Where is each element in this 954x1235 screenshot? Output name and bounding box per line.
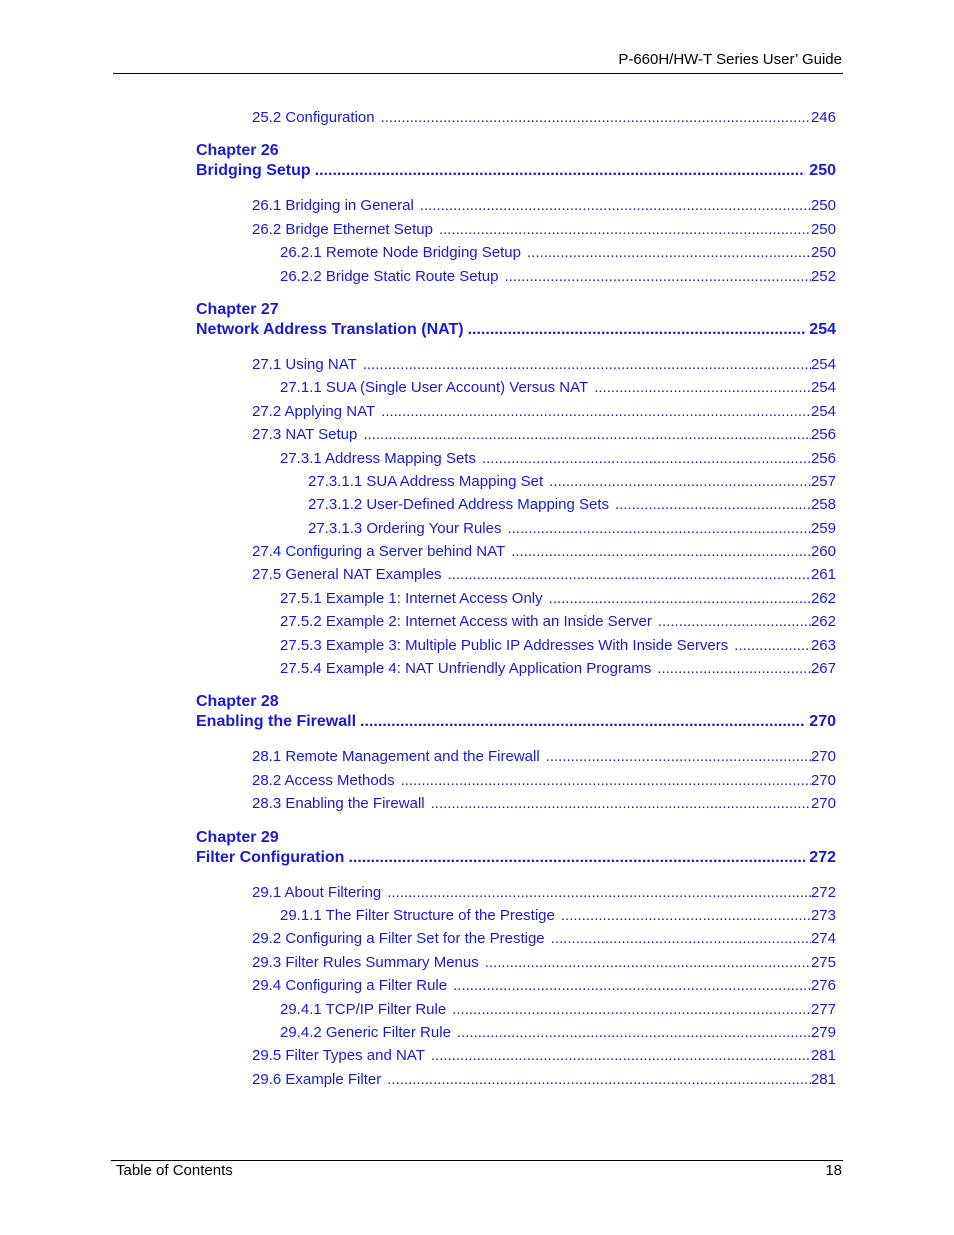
- toc-entry[interactable]: [252, 194, 836, 217]
- dot-leader: [381, 106, 811, 129]
- dot-leader: [452, 998, 811, 1021]
- toc-entry-page-number: 270: [810, 771, 836, 789]
- toc-entry-page-number: 259: [810, 519, 836, 537]
- toc-entry-page-number: 267: [810, 660, 836, 678]
- dot-leader: [381, 400, 811, 423]
- spacer: [0, 340, 954, 353]
- toc-entry[interactable]: [280, 904, 836, 927]
- dot-leader: [401, 769, 811, 792]
- toc-entry[interactable]: [280, 447, 836, 470]
- toc-entry-title: 27.1.1 SUA (Single User Account) Versus NAT: [280, 379, 589, 397]
- toc-entry-title: 29.4.1 TCP/IP Filter Rule: [280, 1000, 447, 1018]
- toc-entry-title: 28.3 Enabling the Firewall: [252, 795, 425, 813]
- dot-leader: [387, 881, 811, 904]
- dot-leader: [315, 161, 806, 181]
- toc-entry-page-number: 279: [810, 1023, 836, 1041]
- document-title: P-660H/HW-T Series User’ Guide: [618, 51, 842, 68]
- dot-leader: [549, 470, 811, 493]
- toc-entry-title: 27.5.2 Example 2: Internet Access with an Inside Server: [280, 613, 652, 631]
- toc-entry[interactable]: [252, 974, 836, 997]
- toc-entry-title: 27.5.4 Example 4: NAT Unfriendly Application Programs: [280, 660, 652, 678]
- toc-entry[interactable]: [280, 634, 836, 657]
- toc-entry-title: 26.2 Bridge Ethernet Setup: [252, 220, 433, 238]
- toc-entry-page-number: 272: [810, 883, 836, 901]
- chapter-heading[interactable]: [196, 141, 836, 181]
- dot-leader: [453, 974, 811, 997]
- toc-entry[interactable]: [280, 657, 836, 680]
- dot-leader: [546, 745, 811, 768]
- chapter-title: Enabling the Firewall: [196, 713, 357, 731]
- toc-entry-title: 29.4 Configuring a Filter Rule: [252, 977, 448, 995]
- toc-entry-page-number: 275: [810, 953, 836, 971]
- toc-entry-title: 27.3.1.3 Ordering Your Rules: [308, 519, 502, 537]
- toc-entry[interactable]: [308, 493, 836, 516]
- dot-leader: [363, 353, 811, 376]
- dot-leader: [348, 848, 805, 868]
- dot-leader: [439, 218, 811, 241]
- toc-entry-title: 27.5.1 Example 1: Internet Access Only: [280, 589, 543, 607]
- dot-leader: [511, 540, 811, 563]
- footer-section-title: Table of Contents: [116, 1162, 233, 1179]
- toc-entry-page-number: 257: [810, 472, 836, 490]
- footer-divider: [111, 1160, 843, 1161]
- dot-leader: [561, 904, 811, 927]
- toc-entry[interactable]: [280, 376, 836, 399]
- toc-entry[interactable]: [252, 218, 836, 241]
- chapter-page-number: 272: [809, 848, 836, 866]
- toc-entry[interactable]: [252, 540, 836, 563]
- toc-entry-page-number: 250: [810, 197, 836, 215]
- toc-entry-title: 25.2 Configuration: [252, 109, 375, 126]
- toc-entry[interactable]: [280, 241, 836, 264]
- chapter-label: Chapter 27: [196, 300, 279, 318]
- toc-entry-page-number: 270: [810, 795, 836, 813]
- toc-entry[interactable]: [252, 927, 836, 950]
- toc-entry-page-number: 276: [810, 977, 836, 995]
- toc-entry[interactable]: [280, 610, 836, 633]
- toc-entry-page-number: 281: [810, 1047, 836, 1065]
- toc-entry-title: 29.6 Example Filter: [252, 1070, 382, 1088]
- toc-entry[interactable]: [252, 745, 836, 768]
- chapter-heading[interactable]: [196, 692, 836, 732]
- dot-leader: [551, 927, 811, 950]
- dot-leader: [657, 657, 811, 680]
- toc-entry[interactable]: [280, 998, 836, 1021]
- toc-entry[interactable]: [252, 563, 836, 586]
- toc-entry-page-number: 246: [810, 109, 836, 126]
- toc-entry-title: 27.3.1.1 SUA Address Mapping Set: [308, 472, 544, 490]
- toc-entry-title: 29.5 Filter Types and NAT: [252, 1047, 425, 1065]
- chapter-title: Network Address Translation (NAT): [196, 320, 464, 338]
- toc-entry-page-number: 281: [810, 1070, 836, 1088]
- toc-entry[interactable]: [252, 353, 836, 376]
- toc-entry-title: 28.1 Remote Management and the Firewall: [252, 748, 540, 766]
- dot-leader: [431, 1044, 811, 1067]
- chapter-title: Filter Configuration: [196, 848, 345, 866]
- toc-entry-title: 29.4.2 Generic Filter Rule: [280, 1023, 451, 1041]
- toc-entry-page-number: 256: [810, 426, 836, 444]
- chapter-title-row[interactable]: [196, 320, 836, 340]
- toc-entry-title: 26.2.1 Remote Node Bridging Setup: [280, 244, 521, 262]
- dot-leader: [468, 320, 806, 340]
- chapter-label: Chapter 28: [196, 693, 279, 711]
- toc-entry-page-number: 254: [810, 379, 836, 397]
- chapter-title-row[interactable]: [196, 712, 836, 732]
- toc-entry-page-number: 261: [810, 566, 836, 584]
- toc-entry-title: 29.3 Filter Rules Summary Menus: [252, 953, 479, 971]
- dot-leader: [549, 587, 811, 610]
- toc-entry-title: 27.1 Using NAT: [252, 355, 357, 373]
- toc-entry[interactable]: [252, 400, 836, 423]
- dot-leader: [594, 376, 811, 399]
- toc-entry-title: 26.1 Bridging in General: [252, 197, 414, 215]
- toc-entry-title: 28.2 Access Methods: [252, 771, 395, 789]
- toc-entry[interactable]: [252, 1068, 836, 1091]
- dot-leader: [448, 563, 811, 586]
- dot-leader: [485, 951, 811, 974]
- table-of-contents: [0, 106, 954, 1091]
- toc-entry-title: 27.3.1 Address Mapping Sets: [280, 449, 476, 467]
- dot-leader: [734, 634, 811, 657]
- toc-entry[interactable]: [308, 470, 836, 493]
- toc-entry-page-number: 270: [810, 748, 836, 766]
- chapter-page-number: 270: [809, 713, 836, 731]
- chapter-title: Bridging Setup: [196, 162, 311, 180]
- dot-leader: [431, 792, 811, 815]
- chapter-heading[interactable]: [196, 300, 836, 340]
- toc-entry-page-number: 260: [810, 543, 836, 561]
- toc-entry[interactable]: [280, 587, 836, 610]
- toc-entry-page-number: 263: [810, 636, 836, 654]
- chapter-page-number: 250: [809, 162, 836, 180]
- chapter-label: Chapter 26: [196, 142, 279, 160]
- chapter-title-row[interactable]: [196, 848, 836, 868]
- toc-entry-page-number: 250: [810, 220, 836, 238]
- dot-leader: [482, 447, 811, 470]
- toc-entry[interactable]: [252, 106, 836, 129]
- toc-entry-page-number: 274: [810, 930, 836, 948]
- chapter-label: Chapter 29: [196, 828, 279, 846]
- dot-leader: [363, 423, 811, 446]
- toc-entry-page-number: 258: [810, 496, 836, 514]
- spacer: [0, 868, 954, 881]
- toc-entry[interactable]: [252, 792, 836, 815]
- toc-entry-page-number: 262: [810, 613, 836, 631]
- toc-entry[interactable]: [280, 1021, 836, 1044]
- dot-leader: [457, 1021, 811, 1044]
- toc-entry-title: 27.2 Applying NAT: [252, 402, 376, 420]
- toc-entry-title: 29.1 About Filtering: [252, 883, 382, 901]
- toc-entry[interactable]: [252, 769, 836, 792]
- toc-entry[interactable]: [252, 881, 836, 904]
- chapter-title-row[interactable]: [196, 161, 836, 181]
- toc-entry-page-number: 252: [810, 267, 836, 285]
- footer-page-number: 18: [825, 1162, 842, 1179]
- dot-leader: [504, 265, 810, 288]
- toc-entry[interactable]: [252, 951, 836, 974]
- dot-leader: [420, 194, 811, 217]
- dot-leader: [658, 610, 811, 633]
- dot-leader: [387, 1068, 811, 1091]
- toc-entry[interactable]: [280, 265, 836, 288]
- toc-entry-title: 26.2.2 Bridge Static Route Setup: [280, 267, 499, 285]
- dot-leader: [507, 517, 811, 540]
- toc-entry-page-number: 250: [810, 244, 836, 262]
- toc-entry-title: 29.2 Configuring a Filter Set for the Prestige: [252, 930, 545, 948]
- toc-entry-page-number: 277: [810, 1000, 836, 1018]
- toc-entry-page-number: 254: [810, 355, 836, 373]
- chapter-heading[interactable]: [196, 828, 836, 868]
- toc-entry-title: 27.5 General NAT Examples: [252, 566, 442, 584]
- spacer: [0, 181, 954, 194]
- toc-entry-title: 27.5.3 Example 3: Multiple Public IP Addresses With Inside Servers: [280, 636, 729, 654]
- spacer: [0, 732, 954, 745]
- toc-entry-page-number: 254: [810, 402, 836, 420]
- dot-leader: [527, 241, 811, 264]
- toc-entry-page-number: 262: [810, 589, 836, 607]
- toc-entry-page-number: 256: [810, 449, 836, 467]
- toc-entry-title: 27.3 NAT Setup: [252, 426, 358, 444]
- toc-entry[interactable]: [308, 517, 836, 540]
- chapter-page-number: 254: [809, 320, 836, 338]
- toc-entry-title: 27.3.1.2 User-Defined Address Mapping Sets: [308, 496, 610, 514]
- header-divider: [113, 73, 843, 74]
- toc-entry[interactable]: [252, 1044, 836, 1067]
- toc-entry-title: 29.1.1 The Filter Structure of the Prestige: [280, 906, 555, 924]
- dot-leader: [360, 712, 805, 732]
- toc-entry-title: 27.4 Configuring a Server behind NAT: [252, 543, 506, 561]
- toc-entry-page-number: 273: [810, 906, 836, 924]
- dot-leader: [615, 493, 811, 516]
- toc-entry[interactable]: [252, 423, 836, 446]
